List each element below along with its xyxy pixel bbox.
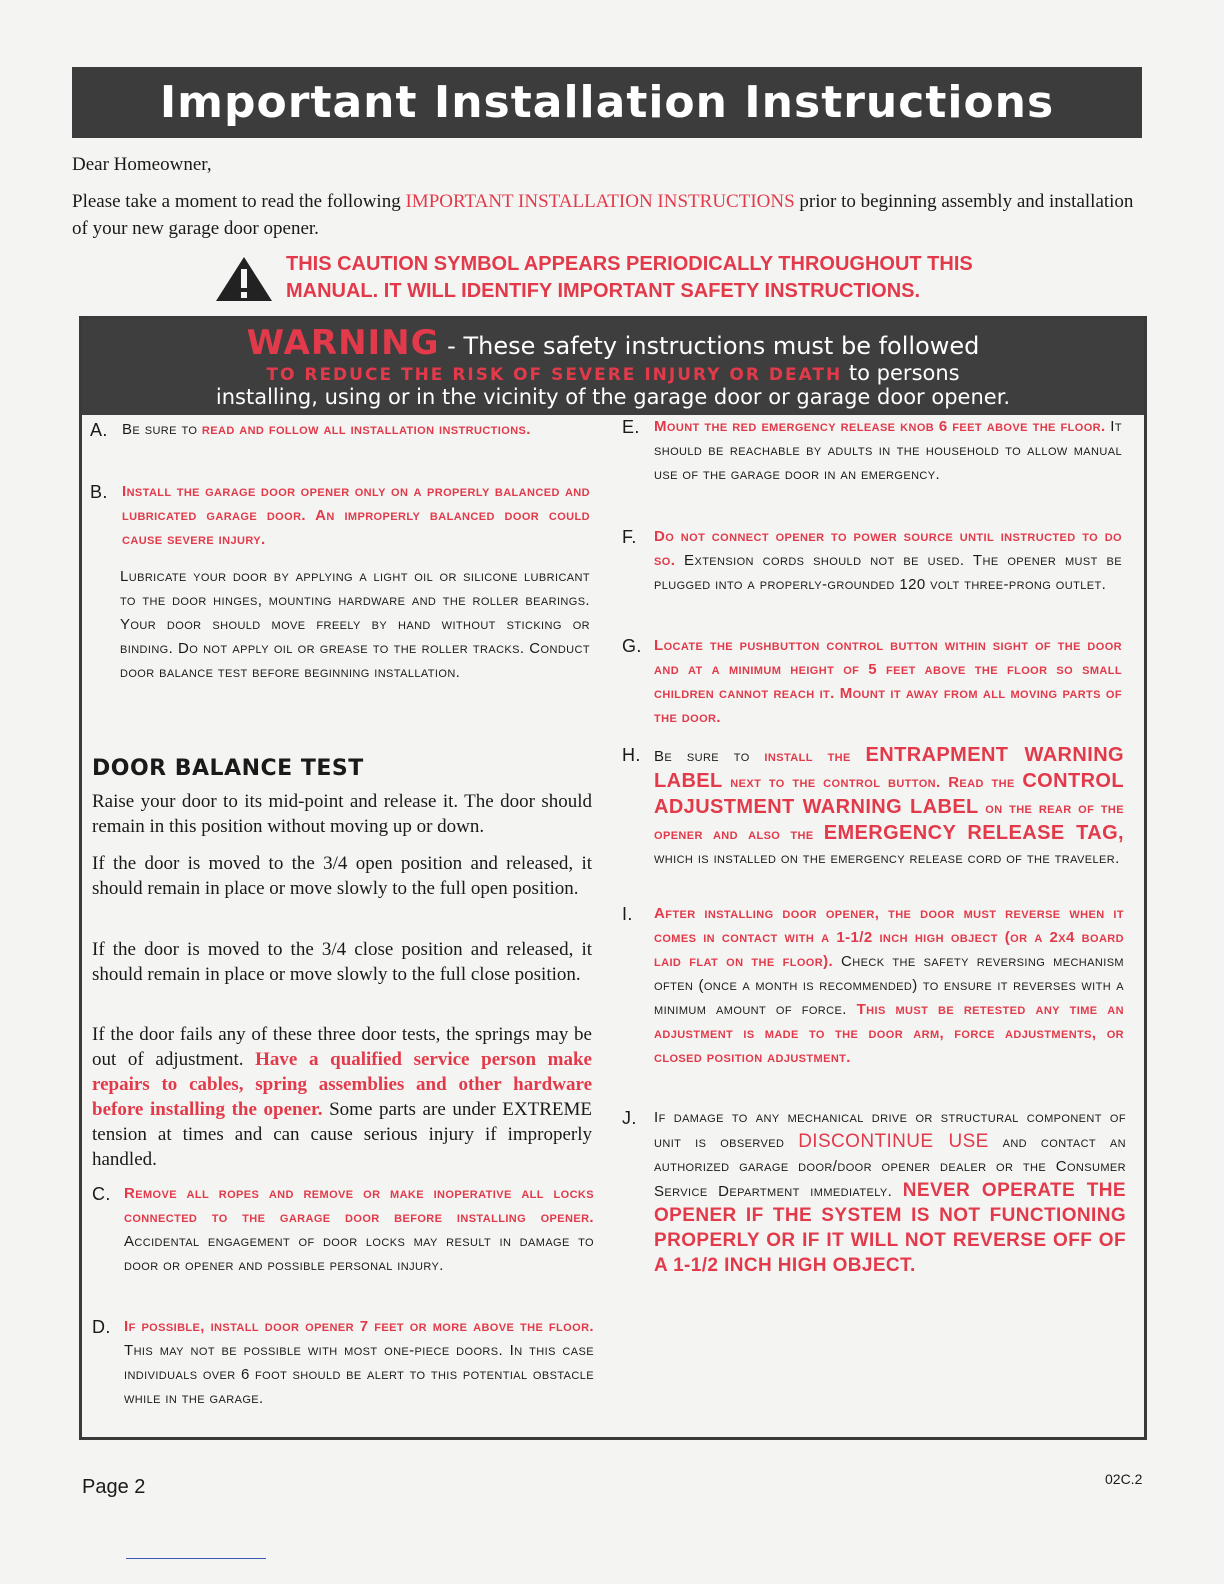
door-balance-p4 xyxy=(92,1022,592,1172)
item-label: H. xyxy=(622,745,641,765)
item-i xyxy=(622,902,1124,1070)
caution-triangle-icon xyxy=(214,255,274,303)
item-red-text: install the xyxy=(764,748,866,765)
item-label: G. xyxy=(622,636,642,656)
document-code: 02C.2 xyxy=(1105,1471,1143,1487)
item-text: and contact an authorized garage door/door opener dealer or the Consumer Service Department immediately. xyxy=(654,1134,1126,1200)
item-label: D. xyxy=(92,1317,111,1337)
item-red-text: Mount the red emergency release knob 6 feet above the floor. xyxy=(654,418,1106,435)
item-red-text: on the rear of the opener and also the xyxy=(654,800,1124,843)
entrapment-label-text: ENTRAPMENT WARNING LABEL xyxy=(654,744,1124,792)
item-label: A. xyxy=(90,420,108,440)
item-text: If damage to any mechanical drive or structural component of unit is observed xyxy=(654,1109,1126,1151)
warning-risk-text: TO REDUCE THE RISK OF SEVERE INJURY OR DEATH xyxy=(266,365,843,385)
item-red-text: Do not connect opener to power source until instructed to do so. xyxy=(654,528,1122,569)
item-red-text: This must be retested any time an adjustment is made to the door arm, force adjustments, or closed position adjustment. xyxy=(654,1001,1124,1066)
item-c xyxy=(92,1182,594,1278)
item-red-text: next to the control button. Read the xyxy=(722,774,1023,791)
item-label: C. xyxy=(92,1184,111,1204)
item-d xyxy=(92,1315,594,1411)
door-balance-heading: DOOR BALANCE TEST xyxy=(92,756,364,781)
p4-text-end: Some parts are under EXTREME tension at times and can cause serious injury if improperly handled. xyxy=(92,1099,592,1170)
greeting: Dear Homeowner, xyxy=(72,154,212,175)
footer-divider xyxy=(126,1558,266,1559)
item-red-text: read and follow all installation instructions. xyxy=(201,421,531,438)
intro-text: Please take a moment to read the following xyxy=(72,191,406,212)
item-text: Be sure to xyxy=(122,421,202,438)
item-b xyxy=(90,480,590,552)
item-a xyxy=(90,418,590,442)
item-f xyxy=(622,525,1122,597)
control-adjustment-label-text: CONTROL ADJUSTMENT WARNING LABEL xyxy=(654,770,1124,818)
never-operate-text: NEVER OPERATE THE OPENER IF THE SYSTEM IS NOT FUNCTIONING PROPERLY OR IF IT WILL NOT REVERSE OFF OF A 1-1/2 INCH HIGH OBJECT. xyxy=(654,1180,1126,1276)
item-text: Check the safety reversing mechanism often (once a month is recommended) to ensure it reverses with a minimum amount of force. xyxy=(654,953,1124,1018)
item-label: E. xyxy=(622,417,640,437)
caution-text xyxy=(286,251,973,305)
item-red-text: Remove all ropes and remove or make inoperative all locks connected to the garage door before installing opener. xyxy=(124,1185,594,1226)
item-j xyxy=(622,1106,1126,1279)
page-number: Page 2 xyxy=(82,1476,146,1498)
item-text: which is installed on the emergency release cord of the traveler. xyxy=(654,850,1120,867)
item-text: Extension cords should not be used. The opener must be plugged into a properly-grounded 120 volt three-prong outlet. xyxy=(654,552,1122,593)
warning-line-1 xyxy=(82,323,1144,363)
item-label: I. xyxy=(622,904,633,924)
item-red-text: Install the garage door opener only on a properly balanced and lubricated garage door. An improperly balanced door could cause severe injury. xyxy=(122,483,590,548)
item-label: J. xyxy=(622,1108,637,1128)
discontinue-use-text: DISCONTINUE USE xyxy=(798,1131,989,1152)
item-text: Be sure to xyxy=(654,748,765,765)
emergency-release-tag-text: EMERGENCY RELEASE TAG, xyxy=(823,822,1125,844)
caution-line-1: THIS CAUTION SYMBOL APPEARS PERIODICALLY THROUGHOUT THIS xyxy=(286,253,973,275)
item-text: This may not be possible with most one-piece doors. In this case individuals over 6 foot should be alert to this potential obstacle while in the garage. xyxy=(124,1342,594,1407)
warning-line-2 xyxy=(82,361,1144,385)
item-red-text: After installing door opener, the door must reverse when it comes in contact with a 1-1/2 inch high object (or a 2x4 board laid flat on the floor). xyxy=(654,905,1124,970)
item-red-text: If possible, install door opener 7 feet or more above the floor. xyxy=(124,1318,594,1335)
intro-text-end: prior to beginning assembly and installation of your new garage door opener. xyxy=(72,191,1134,239)
warning-line-2-text: to persons xyxy=(842,361,960,385)
item-text: It should be reachable by adults in the household to allow manual use of the garage door in an emergency. xyxy=(654,418,1122,483)
item-h xyxy=(622,743,1124,871)
page-title: Important Installation Instructions xyxy=(72,67,1142,138)
door-balance-p2: If the door is moved to the 3/4 open position and released, it should remain in place or move slowly to the full open position. xyxy=(92,853,592,899)
item-label: F. xyxy=(622,527,637,547)
item-e xyxy=(622,415,1122,487)
warning-line-3: installing, using or in the vicinity of the garage door or garage door opener. xyxy=(215,385,1011,409)
intro-highlight: IMPORTANT INSTALLATION INSTRUCTIONS xyxy=(405,191,795,212)
caution-notice xyxy=(214,251,1014,307)
p4-red-text: Have a qualified service person make repairs to cables, spring assemblies and other hardware before installing the opener. xyxy=(92,1049,592,1120)
intro-paragraph xyxy=(72,188,1144,242)
door-balance-p3: If the door is moved to the 3/4 close position and released, it should remain in place or move slowly to the full close position. xyxy=(92,939,592,985)
door-balance-p1: Raise your door to its mid-point and release it. The door should remain in this position without moving up or down. xyxy=(92,791,592,837)
p4-text: If the door fails any of these three door tests, the springs may be out of adjustment. xyxy=(92,1024,592,1070)
item-label: B. xyxy=(90,482,108,502)
item-red-text: Locate the pushbutton control button within sight of the door and at a minimum height of 5 feet above the floor so small children cannot reach it. Mount it away from all moving parts of the door. xyxy=(654,637,1122,726)
item-g xyxy=(622,634,1122,730)
item-text: Accidental engagement of door locks may result in damage to door or opener and possible personal injury. xyxy=(124,1233,594,1274)
warning-line-1-text: - These safety instructions must be followed xyxy=(439,332,980,360)
warning-word: WARNING xyxy=(246,323,440,363)
warning-header xyxy=(82,319,1144,415)
lubrication-paragraph: Lubricate your door by applying a light oil or silicone lubricant to the door hinges, mounting hardware and the roller bearings. Your door should move freely by hand without sticking or binding. Do not apply oil or grease to the roller tracks. Conduct door balance test before beginning installation. xyxy=(120,568,590,681)
caution-line-2: MANUAL. IT WILL IDENTIFY IMPORTANT SAFETY INSTRUCTIONS. xyxy=(286,280,921,302)
